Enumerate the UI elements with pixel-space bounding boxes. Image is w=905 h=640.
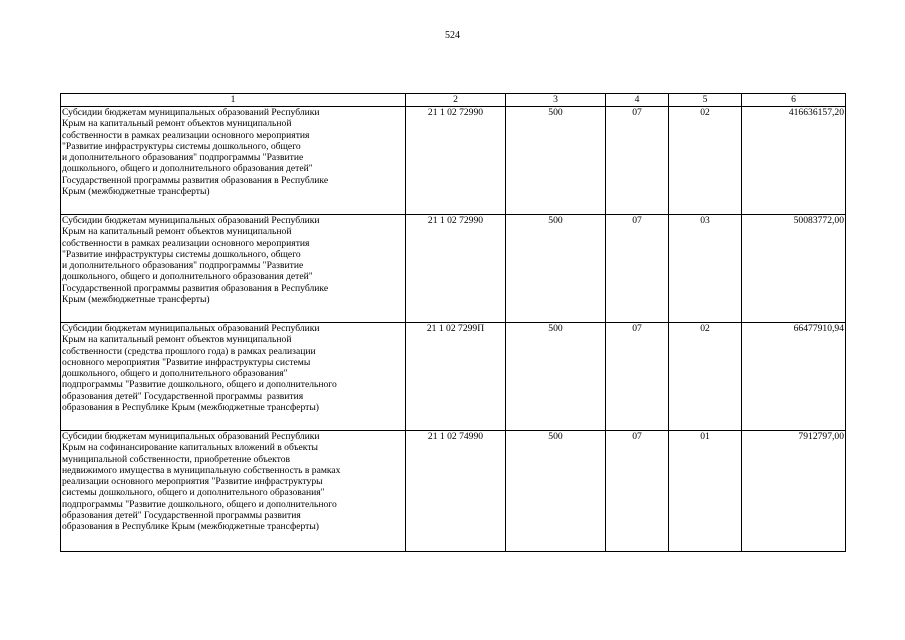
budget-table [60, 93, 846, 552]
row-col5: 03 [669, 215, 742, 323]
row-col4: 07 [606, 107, 669, 215]
column-header-5: 5 [669, 94, 742, 107]
row-col3: 500 [506, 107, 606, 215]
row-description: Субсидии бюджетам муниципальных образований Республики Крым на капитальный ремонт объектов муниципальной собственности в рамках реализации основного мероприятия "Развитие инфраструктуры системы дошкольного, общего и дополнительного образования" подпрограммы "Развитие дошкольного, общего и дополнительного образования детей" Государственной программы развития образования в Республике Крым (межбюджетные трансферты) [61, 215, 406, 323]
row-col5: 01 [669, 431, 742, 552]
row-col4: 07 [606, 431, 669, 552]
row-amount: 50083772,00 [742, 215, 846, 323]
table-row [61, 107, 846, 215]
column-header-1: 1 [61, 94, 406, 107]
row-description: Субсидии бюджетам муниципальных образований Республики Крым на капитальный ремонт объектов муниципальной собственности (средства прошлого года) в рамках реализации основного мероприятия "Развитие инфраструктуры системы дошкольного, общего и дополнительного образования" подпрограммы "Развитие дошкольного, общего и дополнительного образования детей" Государственной программы развития образования в Республике Крым (межбюджетные трансферты) [61, 323, 406, 431]
table-header-row [61, 94, 846, 107]
row-code: 21 1 02 72990 [406, 107, 506, 215]
row-code: 21 1 02 7299П [406, 323, 506, 431]
row-col3: 500 [506, 431, 606, 552]
table-row [61, 431, 846, 552]
row-col3: 500 [506, 215, 606, 323]
row-code: 21 1 02 72990 [406, 215, 506, 323]
column-header-6: 6 [742, 94, 846, 107]
row-amount: 7912797,00 [742, 431, 846, 552]
row-amount: 66477910,94 [742, 323, 846, 431]
row-amount: 416636157,20 [742, 107, 846, 215]
page-number: 524 [445, 30, 460, 41]
row-col4: 07 [606, 323, 669, 431]
row-code: 21 1 02 74990 [406, 431, 506, 552]
row-col5: 02 [669, 323, 742, 431]
row-col3: 500 [506, 323, 606, 431]
column-header-4: 4 [606, 94, 669, 107]
table-row [61, 323, 846, 431]
row-col4: 07 [606, 215, 669, 323]
row-description: Субсидии бюджетам муниципальных образований Республики Крым на капитальный ремонт объектов муниципальной собственности в рамках реализации основного мероприятия "Развитие инфраструктуры системы дошкольного, общего и дополнительного образования" подпрограммы "Развитие дошкольного, общего и дополнительного образования детей" Государственной программы развития образования в Республике Крым (межбюджетные трансферты) [61, 107, 406, 215]
row-description: Субсидии бюджетам муниципальных образований Республики Крым на софинансирование капитальных вложений в объекты муниципальной собственности, приобретение объектов недвижимого имущества в муниципальную собственность в рамках реализации основного мероприятия "Развитие инфраструктуры системы дошкольного, общего и дополнительного образования" подпрограммы "Развитие дошкольного, общего и дополнительного образования детей" Государственной программы развития образования в Республике Крым (межбюджетные трансферты) [61, 431, 406, 552]
table-row [61, 215, 846, 323]
column-header-2: 2 [406, 94, 506, 107]
row-col5: 02 [669, 107, 742, 215]
column-header-3: 3 [506, 94, 606, 107]
